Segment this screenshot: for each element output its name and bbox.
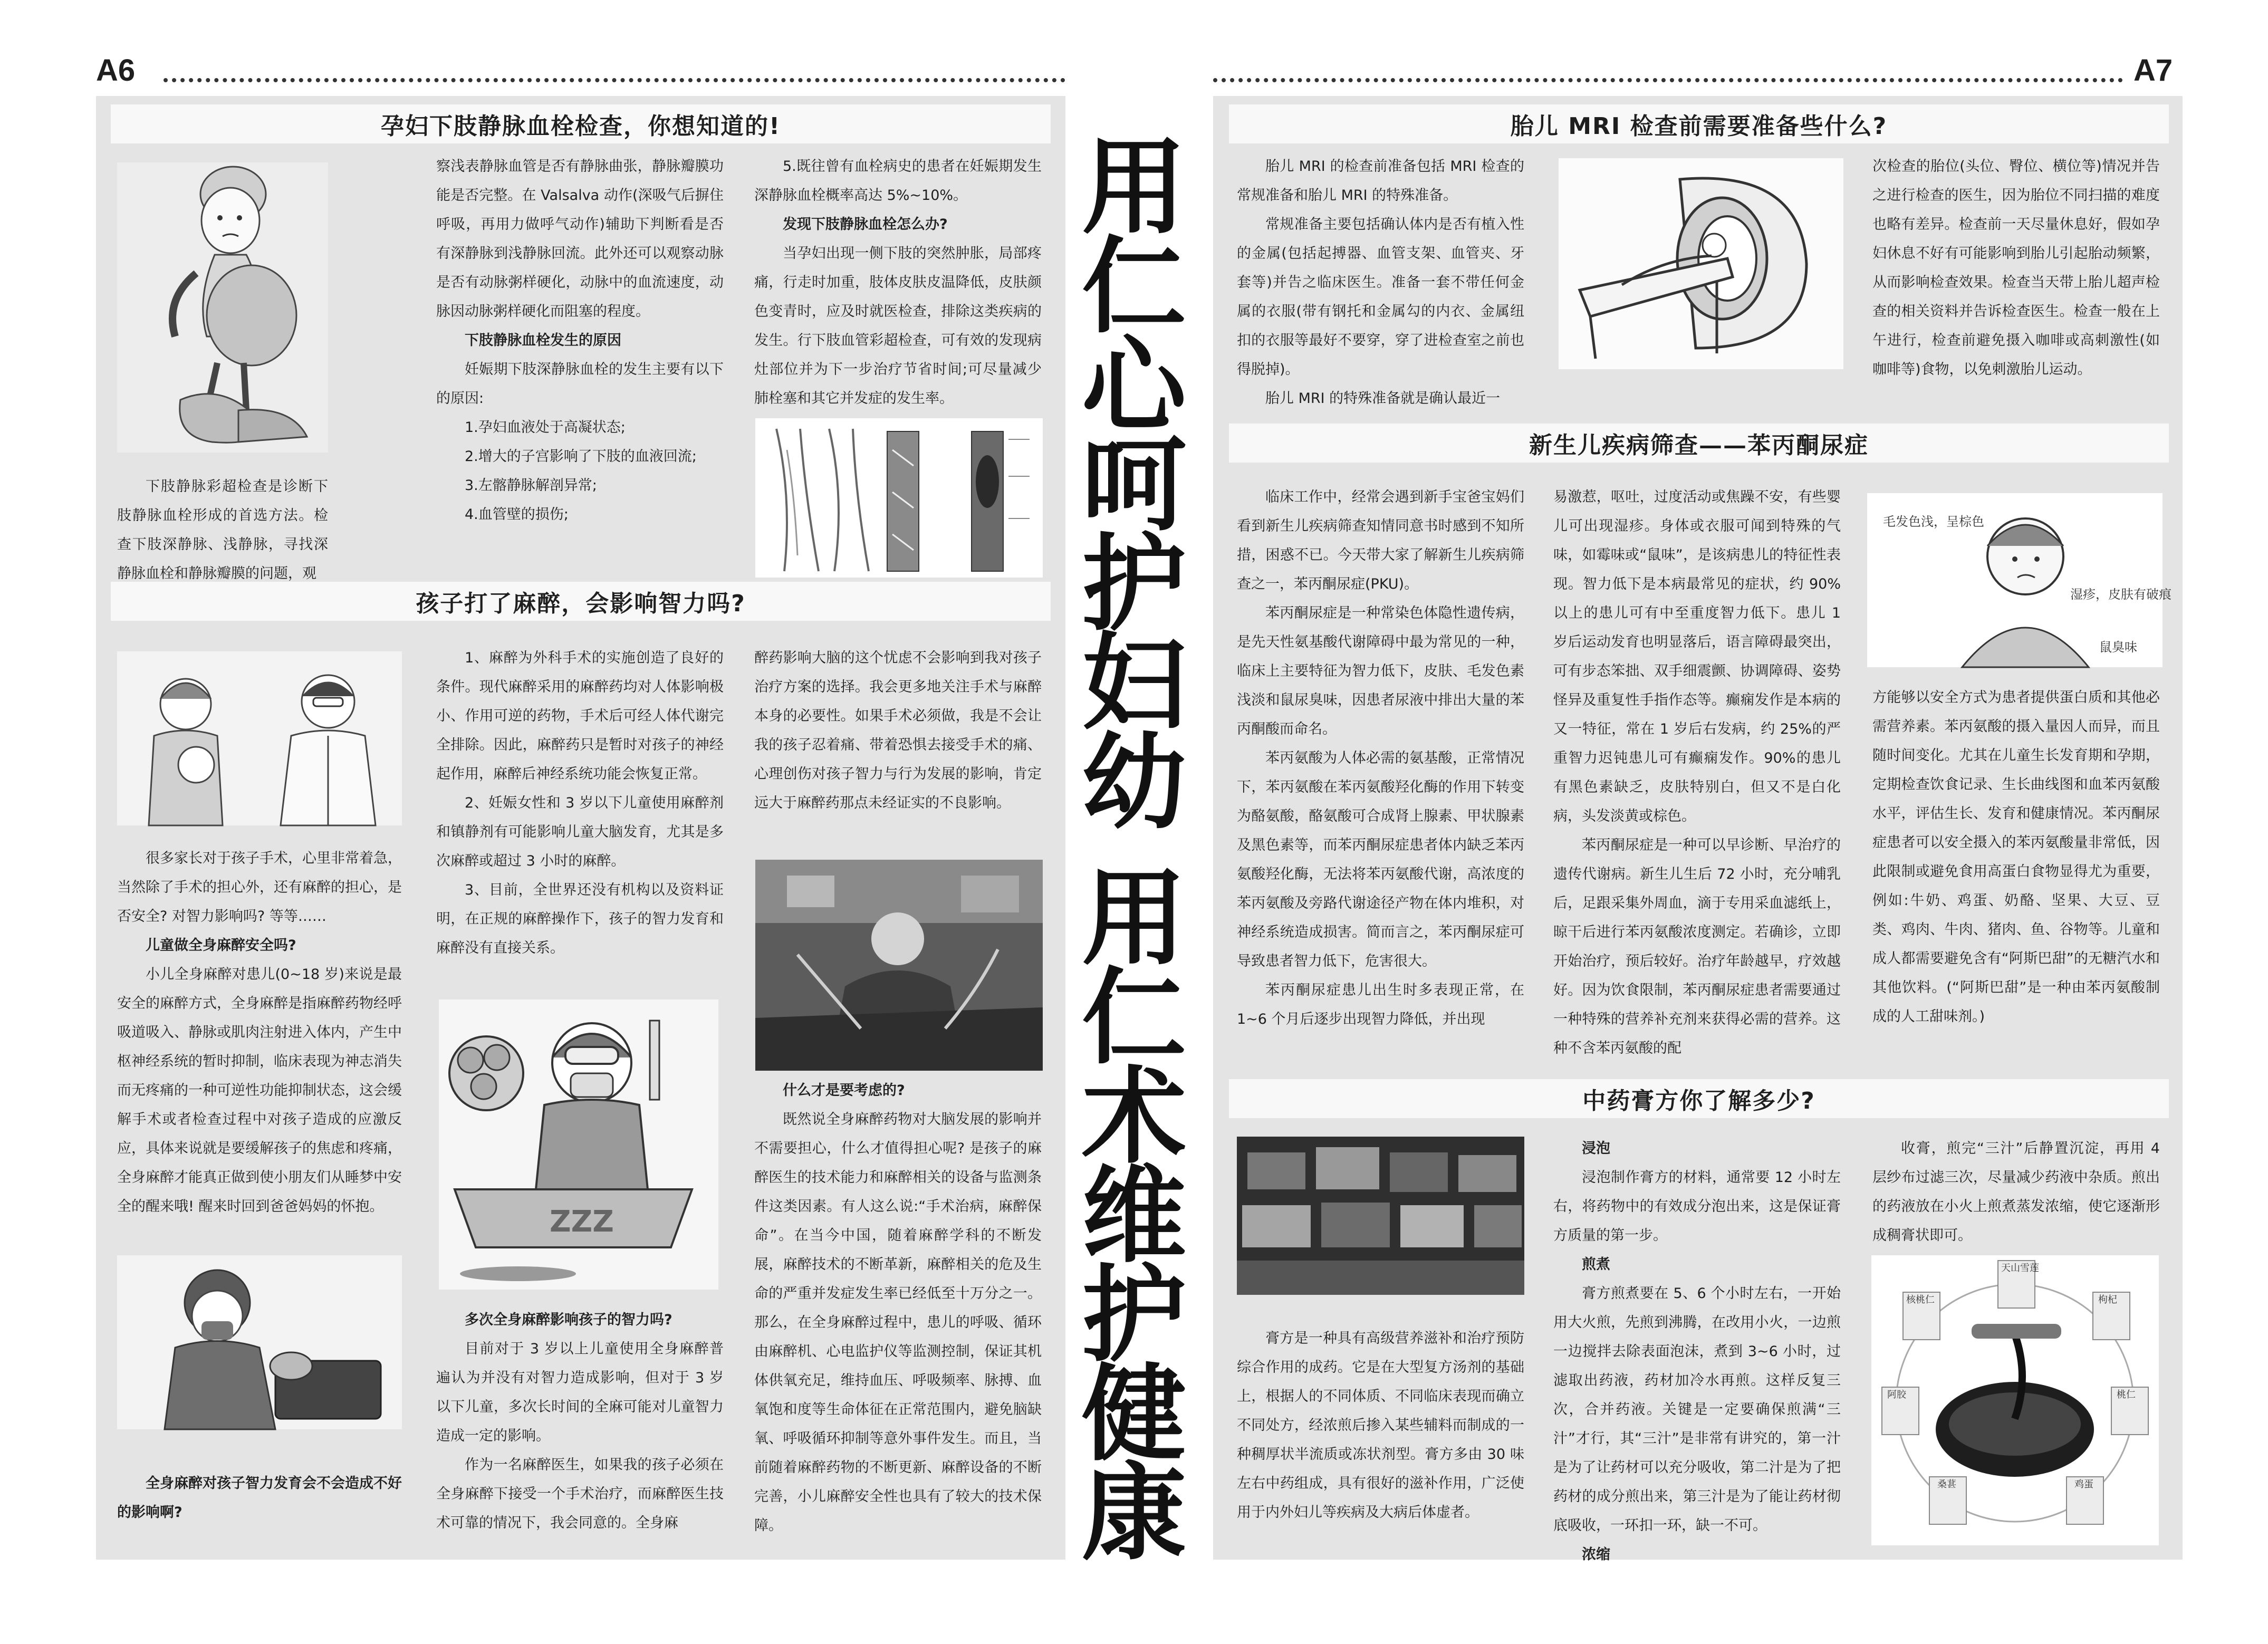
header-divider-left	[164, 78, 1065, 82]
article5-column-1	[1237, 1324, 1524, 1561]
slogan-char: 呵	[1082, 424, 1186, 546]
paragraph: 膏方煎煮要在 5、6 个小时左右，一开始用大火煎，先煎到沸腾，在改用小火，一边煎一边搅拌去除表面泡沫，煮到 3~6 小时，过滤取出药液，药材加冷水再煎。这样反复三次，合并药液。关键是一定要确保煎满“三汁”才行，其“三汁”是非常有讲究的，第一汁是为了让药材可以充分吸收，第二汁是为了把药材的成分煎出来，第三汁是为了能让药材彻底吸收，一环扣一环，缺一不可。	[1553, 1285, 1841, 1534]
slogan-char: 用	[1082, 127, 1186, 248]
paragraph: 1、麻醉为外科手术的实施创造了良好的条件。现代麻醉采用的麻醉药均对人体影响极小、作用可逆的药物，手术后可经人体代谢完全排除。因此，麻醉药只是暂时对孩子的神经起作用，麻醉后神经系统功能会恢复正常。	[436, 650, 724, 782]
article2-column-1	[117, 844, 402, 1250]
slogan-char: 护	[1082, 523, 1186, 645]
paragraph: 苯丙酮尿症患儿出生时多表现正常，在 1~6 个月后逐步出现智力降低，并出现	[1237, 982, 1524, 1027]
article-title: 中药膏方你了解多少?	[1229, 1079, 2169, 1118]
paragraph: 下肢静脉彩超检查是诊断下肢静脉血栓形成的首选方法。检查下肢深静脉、浅静脉，寻找深静脉血栓和静脉瓣膜的问题，观	[117, 478, 328, 582]
slogan-char: 维	[1082, 1155, 1186, 1277]
paragraph: 收膏，煎完“三汁”后静置沉淀，再用 4 层纱布过滤三次，尽量减少药液中杂质。煎出的药液放在小火上煎煮蒸发浓缩，使它逐渐形成稠膏状即可。	[1872, 1140, 2160, 1244]
article-title: 胎儿 MRI 检查前需要准备些什么?	[1229, 104, 2169, 143]
subheading: 煎煮	[1582, 1256, 1610, 1273]
article5-column-3	[1872, 1134, 2160, 1255]
article4-column-2	[1553, 483, 1841, 1063]
paragraph: 易激惹，呕吐，过度活动或焦躁不安，有些婴儿可出现湿疹。身体或衣服可闻到特殊的气味，如霉味或“鼠味”，是该病患儿的特征性表现。智力低下是本病最常见的症状，约 90%以上的患儿可有中至重度智力低下。患儿 1 岁后运动发育也明显落后，语言障碍最突出，可有步态笨拙、双手细震颤、协调障碍、姿势怪异及重复性手指作态等。癫痫发作是本病的又一特征，常在 1 岁后右发病，约 25%的严重智力迟钝患儿可有癫痫发作。90%的患儿有黑色素缺乏，皮肤特别白，但又不是白化病，头发淡黄或棕色。	[1553, 489, 1841, 824]
paragraph: 很多家长对于孩子手术，心里非常着急，当然除了手术的担心外，还有麻醉的担心，是否安全? 对智力影响吗? 等等……	[117, 850, 402, 925]
paragraph: 胎儿 MRI 的特殊准备就是确认最近一	[1265, 390, 1501, 407]
figure-label: 阿胶	[1887, 1389, 1906, 1400]
paragraph: 作为一名麻醉医生，如果我的孩子必须在全身麻醉下接受一个手术治疗，而麻醉医生技术可靠的情况下，我会同意的。全身麻	[436, 1457, 724, 1531]
article1-column-3	[754, 152, 1042, 421]
figure-label: 桃仁	[2117, 1389, 2136, 1400]
article4-column-1	[1237, 483, 1524, 1063]
subheading: 什么才是要考虑的?	[783, 1082, 905, 1099]
article1-column-2	[436, 152, 724, 563]
article3-column-3	[1872, 152, 2160, 421]
list-item: 1.孕妇血液处于高凝状态;	[465, 419, 626, 436]
figure-label: 湿疹，皮肤有破痕	[2070, 587, 2171, 602]
paragraph: 察浅表静脉血管是否有静脉曲张，静脉瓣膜功能是否完整。在 Valsalva 动作(深吸气后摒住呼吸，再用力做呼气动作)辅助下判断看是否有深静脉到浅静脉回流。此外还可以观察动脉是否有动脉粥样硬化，动脉中的血流速度，动脉因动脉粥样硬化而阻塞的程度。	[436, 158, 724, 320]
paragraph: 3、目前，全世界还没有机构以及资料证明，在正规的麻醉操作下，孩子的智力发育和麻醉没有直接关系。	[436, 882, 724, 956]
figure-label: 桑葚	[1937, 1479, 1956, 1490]
operating-room-photo	[755, 860, 1043, 1071]
paragraph: 临床工作中，经常会遇到新手宝爸宝妈们看到新生儿疾病筛查知情同意书时感到不知所措，困惑不已。今天带大家了解新生儿疾病筛查之一，苯丙酮尿症(PKU)。	[1237, 489, 1524, 592]
vein-diagram	[755, 418, 1043, 578]
figure-label: 毛发色浅，呈棕色	[1883, 514, 1984, 529]
header-divider-right	[1213, 78, 2123, 82]
paragraph: 浸泡制作膏方的材料，通常要 12 小时左右，将药物中的有效成分泡出来，这是保证膏方质量的第一步。	[1553, 1169, 1841, 1244]
paragraph: 膏方是一种具有高级营养滋补和治疗预防综合作用的成药。它是在大型复方汤剂的基础上，根据人的不同体质、不同临床表现而确立不同处方，经浓煎后掺入某些辅料而制成的一种稠厚状半流质或冻状剂型。膏方多由 30 味左右中药组成，具有很好的滋补作用，广泛使用于内外妇儿等疾病及大病后体虚者。	[1237, 1330, 1524, 1521]
paragraph: 妊娠期下肢深静脉血栓的发生主要有以下的原因:	[436, 361, 724, 407]
article5-column-2	[1553, 1134, 1841, 1561]
slogan-char: 仁	[1082, 957, 1186, 1079]
subheading: 发现下肢静脉血栓怎么办?	[783, 216, 948, 233]
paragraph: 次检查的胎位(头位、臀位、横位等)情况并告之进行检查的医生，因为胎位不同扫描的难度也略有差异。检查前一天尽量休息好，假如孕妇休息不好有可能影响到胎儿引起胎动频繁，从而影响检查效果。检查当天带上胎儿超声检查的相关资料并告诉检查医生。检查一般在上午进行，检查前避免摄入咖啡或高刺激性(如咖啡等)食物，以免刺激胎儿运动。	[1872, 158, 2160, 378]
cartoon-doctor-illustration	[439, 999, 718, 1290]
pregnant-woman-illustration	[117, 162, 328, 453]
subheading: 浓缩	[1582, 1546, 1610, 1563]
herbal-ingredients-photo	[1237, 1137, 1524, 1295]
figure-label: 鸡蛋	[2074, 1479, 2093, 1490]
subheading: 儿童做全身麻醉安全吗?	[146, 937, 296, 954]
page-number-right: A7	[2134, 53, 2173, 88]
list-item: 3.左髂静脉解剖异常;	[465, 477, 597, 494]
chalk-zzz-text: ZZZ	[550, 1205, 614, 1239]
article4-column-3	[1872, 683, 2160, 1063]
figure-label: 天山雪莲	[2001, 1263, 2039, 1274]
slogan-char: 健	[1082, 1353, 1186, 1475]
paragraph: 苯丙酮尿症是一种可以早诊断、早治疗的遗传代谢病。新生儿生后 72 小时，充分哺乳后，足跟采集外周血，滴于专用采血滤纸上，晾干后进行苯丙氨酸浓度测定。若确诊，立即开始治疗，预后较好。治疗年龄越早，疗效越好。因为饮食限制，苯丙酮尿症患者需要通过一种特殊的营养补充剂来获得必需的营养。这种不含苯丙氨酸的配	[1553, 837, 1841, 1056]
article2-column-3-bottom	[754, 1076, 1042, 1551]
figure-label: 鼠臭味	[2099, 640, 2137, 655]
paragraph: 既然说全身麻醉药物对大脑发展的影响并不需要担心，什么才值得担心呢? 是孩子的麻醉医生的技术能力和麻醉相关的设备与监测条件这类因素。有人这么说:“手术治病，麻醉保命”。在当今中国，随着麻醉学科的不断发展，麻醉技术的不断革新，麻醉相关的危及生命的严重并发症发生率已经低至十万分之一。那么，在全身麻醉过程中，患儿的呼吸、循环由麻醉机、心电监护仪等监测控制，保证其机体供氧充足，维持血压、呼吸频率、脉搏、血氧饱和度等生命体征在正常范围内，避免脑缺氧、呼吸循环抑制等意外事件发生。而且，当前随着麻醉药物的不断更新、麻醉设备的不断完善，小儿麻醉安全性也具有了较大的技术保障。	[754, 1111, 1042, 1534]
subheading: 多次全身麻醉影响孩子的智力吗?	[465, 1312, 672, 1328]
article1-column-1	[117, 472, 328, 582]
slogan-char: 幼	[1082, 722, 1186, 843]
slogan-char: 护	[1082, 1254, 1186, 1376]
slogan-char: 康	[1082, 1453, 1186, 1574]
paragraph: 苯丙氨酸为人体必需的氨基酸，正常情况下，苯丙氨酸在苯丙氨酸羟化酶的作用下转变为酪氨酸，酪氨酸可合成肾上腺素、甲状腺素及黑色素等，而苯丙酮尿症患者体内缺乏苯丙氨酸羟化酶，无法将苯丙氨酸代谢，高浓度的苯丙氨酸及旁路代谢途径产物在体内堆积，对神经系统造成损害。简而言之，苯丙酮尿症可导致患者智力低下，危害很大。	[1237, 750, 1524, 969]
subheading: 浸泡	[1582, 1140, 1610, 1157]
article2-column-2-bottom	[436, 1305, 724, 1548]
article2-column-2	[436, 643, 724, 992]
paragraph: 醉药影响大脑的这个忧虑不会影响到我对孩子治疗方案的选择。我会更多地关注手术与麻醉本身的必要性。如果手术必须做，我是不会让我的孩子忍着痛、带着恐惧去接受手术的痛、心理创伤对孩子智力与行为发展的影响，肯定远大于麻醉药那点未经证实的不良影响。	[754, 650, 1042, 811]
article-title: 孩子打了麻醉，会影响智力吗?	[111, 582, 1051, 621]
pku-child-illustration	[1867, 493, 2171, 667]
paragraph: 小儿全身麻醉对患儿(0~18 岁)来说是最安全的麻醉方式，全身麻醉是指麻醉药物经呼吸道吸入、静脉或肌肉注射进入体内，产生中枢神经系统的暂时抑制，临床表现为神志消失而无疼痛的一种可逆性功能抑制状态，这会缓解手术或者检查过程中对孩子造成的应激反应，具体来说就是要缓解孩子的焦虑和疼痛，全身麻醉才能真正做到使小朋友们从睡梦中安全的醒来哦! 醒来时回到爸爸妈妈的怀抱。	[117, 966, 402, 1215]
paragraph: 常规准备主要包括确认体内是否有植入性的金属(包括起搏器、血管支架、血管夹、牙套等)并告之临床医生。准备一套不带任何金属的衣服(带有钢托和金属勾的内衣、金属纽扣的衣服等最好不要穿，穿了进检查室之前也得脱掉)。	[1237, 216, 1524, 378]
article-title: 新生儿疾病筛查——苯丙酮尿症	[1229, 424, 2169, 463]
slogan-char: 仁	[1082, 226, 1186, 348]
paragraph: 当孕妇出现一侧下肢的突然肿胀，局部疼痛，行走时加重，肢体皮肤皮温降低，皮肤颜色变青时，应及时就医检查，排除这类疾病的发生。行下肢血管彩超检查，可有效的发现病灶部位并为下一步治疗节省时间;可尽量减少肺栓塞和其它并发症的发生率。	[754, 245, 1042, 407]
paragraph: 胎儿 MRI 的检查前准备包括 MRI 检查的常规准备和胎儿 MRI 的特殊准备。	[1237, 158, 1524, 204]
mri-scanner-illustration	[1559, 158, 1843, 369]
article2-column-1-bottom	[117, 1469, 402, 1530]
subheading: 下肢静脉血栓发生的原因	[465, 332, 621, 349]
slogan-char: 用	[1082, 858, 1186, 979]
parent-doctor-illustration	[117, 651, 402, 825]
slogan-char: 妇	[1082, 622, 1186, 744]
slogan-char: 心	[1082, 325, 1186, 447]
article2-column-3	[754, 643, 1042, 847]
figure-label: 枸杞	[2098, 1294, 2117, 1305]
anesthesiologist-illustration	[117, 1255, 402, 1429]
paragraph: 5.既往曾有血栓病史的患者在妊娠期发生深静脉血栓概率高达 5%~10%。	[754, 158, 1042, 204]
paragraph: 目前对于 3 岁以上儿童使用全身麻醉普遍认为并没有对智力造成影响，但对于 3 岁以下儿童，多次长时间的全麻可能对儿童智力造成一定的影响。	[436, 1341, 724, 1444]
paragraph: 苯丙酮尿症是一种常染色体隐性遗传病，是先天性氨基酸代谢障碍中最为常见的一种，临床上主要特征为智力低下，皮肤、毛发色素浅淡和鼠尿臭味，因患者尿液中排出大量的苯丙酮酸而命名。	[1237, 605, 1524, 737]
herbal-paste-illustration	[1871, 1255, 2159, 1545]
page-number-left: A6	[96, 53, 136, 88]
article3-column-1	[1237, 152, 1524, 421]
slogan-char: 术	[1082, 1056, 1186, 1178]
list-item: 2.增大的子宫影响了下肢的血液回流;	[465, 448, 697, 465]
center-slogan	[1073, 127, 1195, 1574]
paragraph: 方能够以安全方式为患者提供蛋白质和其他必需营养素。苯丙氨酸的摄入量因人而异，而且随时间变化。尤其在儿童生长发育期和孕期，定期检查饮食记录、生长曲线图和血苯丙氨酸水平，评估生长、发育和健康情况。苯丙酮尿症患者可以安全摄入的苯丙氨酸量非常低，因此限制或避免食用高蛋白食物显得尤为重要，例如:牛奶、鸡蛋、奶酪、坚果、大豆、豆类、鸡肉、牛肉、猪肉、鱼、谷物等。儿童和成人都需要避免含有“阿斯巴甜”的无糖汽水和其他饮料。(“阿斯巴甜”是一种由苯丙氨酸制成的人工甜味剂。)	[1872, 689, 2160, 1025]
figure-label: 核桃仁	[1906, 1294, 1935, 1305]
paragraph: 2、妊娠女性和 3 岁以下儿童使用麻醉剂和镇静剂有可能影响儿童大脑发育，尤其是多次麻醉或超过 3 小时的麻醉。	[436, 795, 724, 869]
subheading: 全身麻醉对孩子智力发育会不会造成不好的影响啊?	[117, 1475, 402, 1521]
article-title: 孕妇下肢静脉血栓检查，你想知道的!	[111, 104, 1051, 143]
list-item: 4.血管壁的损伤;	[465, 506, 569, 523]
